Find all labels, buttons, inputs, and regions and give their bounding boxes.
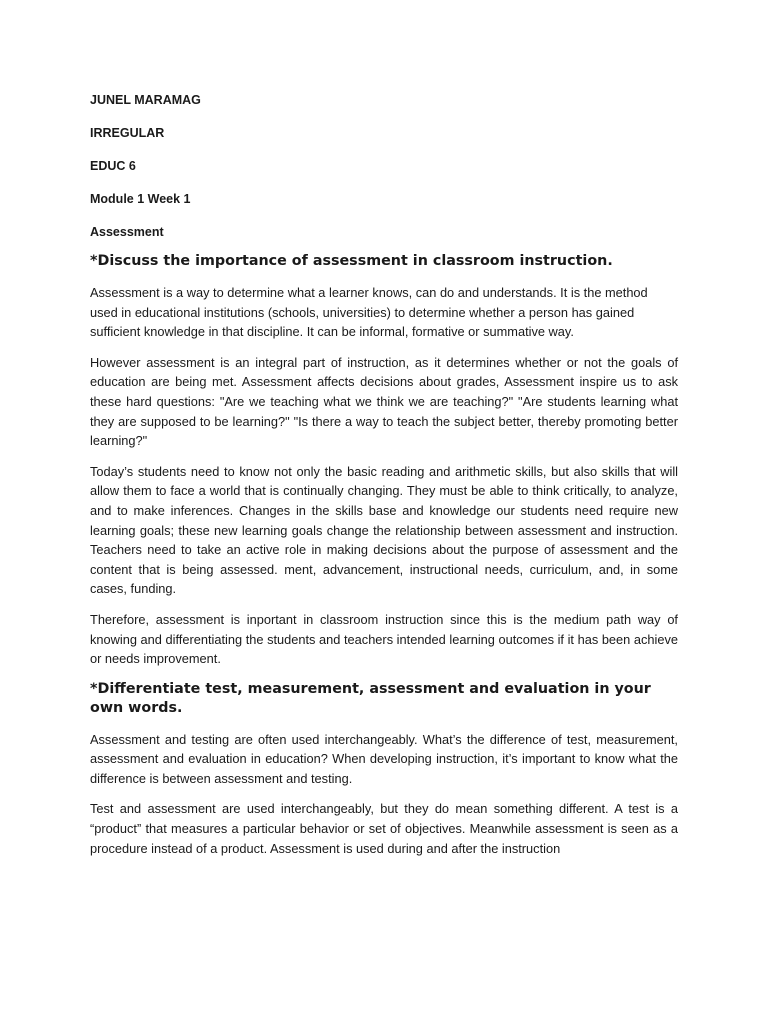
section-2-paragraph-1: Assessment and testing are often used interchangeably. What’s the difference of test, measurement, assessment and evaluation in education? When developing instruction, it’s important to know what the difference is between assessment and testing. bbox=[90, 731, 678, 786]
section-1-paragraph-4: Therefore, assessment is inportant in classroom instruction since this is the medium path way of knowing and differentiating the students and teachers intended learning outcomes if it has been achieve or needs improvement. bbox=[90, 611, 678, 667]
topic-label: Assessment bbox=[90, 225, 164, 239]
question-1-heading: *Discuss the importance of assessment in classroom instruction. bbox=[90, 253, 613, 269]
course-code: EDUC 6 bbox=[90, 159, 136, 173]
section-1-paragraph-2: However assessment is an integral part of instruction, as it determines whether or not the goals of education are being met. Assessment affects decisions about grades, Assessment inspire us to ask these hard questions: "Are we teaching what we think we are teaching?" "Are students learning what they are supposed to be learning?" "Is there a way to teach the subject better, thereby promoting better learning?" bbox=[90, 354, 678, 449]
document-page bbox=[90, 92, 678, 869]
section-1-paragraph-1: Assessment is a way to determine what a learner knows, can do and understands. It is the method used in educational institutions (schools, universities) to determine whether a person has gained sufficient knowledge in that discipline. It can be informal, formative or summative way. bbox=[90, 285, 648, 340]
student-name: JUNEL MARAMAG bbox=[90, 93, 201, 107]
question-2-heading: *Differentiate test, measurement, assessment and evaluation in your own words. bbox=[90, 680, 651, 716]
section-2-paragraph-2: Test and assessment are used interchangeably, but they do mean something different. A test is a “product” that measures a particular behavior or set of objectives. Meanwhile assessment is seen as a procedure instead of a product. Assessment is used during and after the instruction bbox=[90, 801, 678, 856]
module-label: Module 1 Week 1 bbox=[90, 192, 191, 206]
student-status: IRREGULAR bbox=[90, 126, 165, 140]
section-1-paragraph-3: Today’s students need to know not only the basic reading and arithmetic skills, but also skills that will allow them to face a world that is continually changing. They must be able to think critically, to analyze, and to make inferences. Changes in the skills base and knowledge our students need require new learning goals; these new learning goals change the relationship between assessment and instruction. Teachers need to take an active role in making decisions about the purpose of assessment and the content that is being assessed. ment, advancement, instructional needs, curriculum, and, in some cases, funding. bbox=[90, 463, 678, 597]
